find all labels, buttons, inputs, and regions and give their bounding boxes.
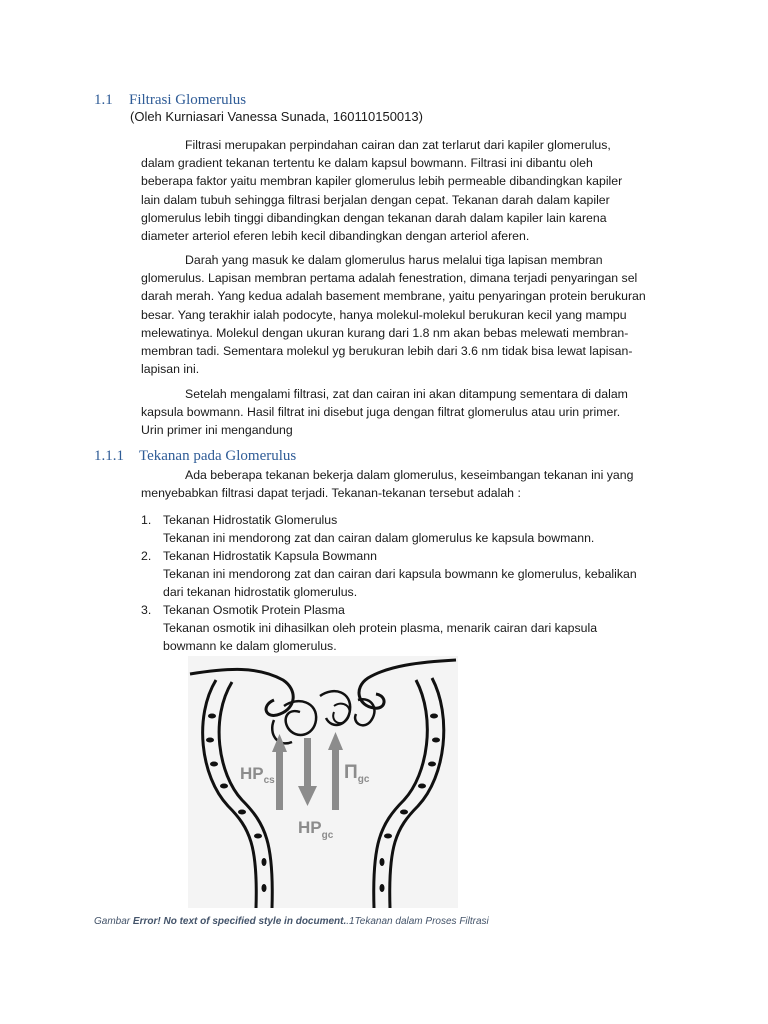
glomerulus-diagram (188, 656, 458, 908)
list-item (141, 511, 681, 547)
paragraph-line: Darah yang masuk ke dalam glomerulus harus melalui tiga lapisan membran (185, 253, 603, 267)
paragraph-line: beberapa faktor yaitu membran kapiler glomerulus lebih permeable dibandingkan kapiler (141, 174, 623, 189)
hp-gc-label: $HP_{gc}$ (298, 818, 334, 841)
section-number: 1.1 (94, 92, 113, 108)
section-heading (94, 92, 246, 109)
glomerulus-figure (188, 656, 458, 908)
section-title: Filtrasi Glomerulus (129, 92, 247, 108)
paragraph-line: darah merah. Yang kedua adalah basement membrane, yaitu penyaringan protein berukuran (141, 289, 646, 304)
list-item (141, 601, 681, 655)
caption-prefix: Gambar (94, 916, 133, 927)
pressure-arrows (272, 732, 343, 810)
list-marker: 3. (141, 603, 152, 617)
paragraph-line: melewatinya. Molekul dengan ukuran kurang dari 1.8 nm akan bebas melewati membran- (141, 325, 629, 340)
capsule-right-outer (390, 678, 444, 908)
subsection-number: 1.1.1 (94, 448, 124, 464)
caption-suffix: .1Tekanan dalam Proses Filtrasi (346, 916, 489, 927)
list-item-desc: dari tekanan hidrostatik glomerulus. (163, 585, 358, 599)
caption-error: Error! No text of specified style in document. (132, 916, 347, 927)
figure-caption (94, 916, 489, 927)
paragraph-line: diameter arteriol eferen lebih kecil dibandingkan dengan arteriol aferen. (141, 229, 530, 244)
paragraph-line: Urin primer ini mengandung (141, 423, 293, 438)
paragraph-line: dalam gradient tekanan tertentu ke dalam kapsul bowmann. Filtrasi ini dibantu oleh (141, 156, 593, 171)
paragraph-3 (141, 385, 681, 440)
paragraph-line: Filtrasi merupakan perpindahan cairan dan zat terlarut dari kapiler glomerulus, (185, 138, 611, 152)
capsule-right-inner (374, 680, 428, 908)
capillary-loop (272, 720, 292, 743)
paragraph-line: Setelah mengalami filtrasi, zat dan cairan ini akan ditampung sementara di dalam (185, 387, 628, 401)
list-item-title: Tekanan Hidrostatik Glomerulus (163, 513, 338, 527)
paragraph-line: lapisan ini. (141, 362, 200, 377)
capsule-left-inner (219, 682, 272, 908)
list-marker: 2. (141, 549, 152, 563)
subsection-title: Tekanan pada Glomerulus (139, 448, 297, 464)
list-item (141, 547, 681, 601)
list-item-desc: Tekanan osmotik ini dihasilkan oleh protein plasma, menarik cairan dari kapsula (163, 621, 598, 635)
list-item-desc: bowmann ke dalam glomerulus. (163, 639, 337, 653)
paragraph-line: kapsula bowmann. Hasil filtrat ini disebut juga dengan filtrat glomerulus atau urin primer. (141, 405, 621, 420)
capillary-loop (333, 704, 349, 723)
paragraph-line: besar. Yang terakhir ialah podocyte, hanya molekul-molekul berukuran kecil yang mampu (141, 307, 627, 322)
paragraph-line: glomerulus lebih tinggi dibandingkan dengan tekanan darah dalam kapiler lain karena (141, 210, 607, 225)
paragraph-line: lain dalam tubuh sehingga filtrasi berjalan dengan cepat. Tekanan darah dalam kapiler (141, 192, 610, 207)
paragraph-line: Ada beberapa tekanan bekerja dalam glomerulus, keseimbangan tekanan ini yang (185, 468, 634, 482)
list-item-desc: Tekanan ini mendorong zat dan cairan dalam glomerulus ke kapsula bowmann. (163, 531, 595, 545)
epithelial-cells (206, 714, 440, 893)
hp-cs-label: $HP_{cs}$ (240, 764, 275, 786)
paragraph-line: glomerulus. Lapisan membran pertama adalah fenestration, dimana terjadi penyaringan sel (141, 271, 638, 286)
pressure-list (141, 511, 681, 655)
list-item-desc: Tekanan ini mendorong zat dan cairan dari kapsula bowmann ke glomerulus, kebalikan (163, 567, 637, 581)
paragraph-line: menyebabkan filtrasi dapat terjadi. Tekanan-tekanan tersebut adalah : (141, 486, 521, 501)
paragraph-2 (141, 251, 681, 378)
list-marker: 1. (141, 513, 152, 527)
paragraph-line: membran tadi. Sementara molekul yg berukuran lebih dari 3.6 nm tidak bisa lewat lapisan- (141, 344, 633, 359)
paragraph-1 (141, 136, 681, 245)
intro-paragraph (141, 466, 681, 502)
subsection-heading (94, 448, 296, 465)
list-item-title: Tekanan Osmotik Protein Plasma (163, 603, 345, 617)
author-line: (Oleh Kurniasari Vanessa Sunada, 160110150013) (130, 109, 423, 124)
pi-gc-label: $\Pi_{gc}$ (344, 762, 370, 785)
list-item-title: Tekanan Hidrostatik Kapsula Bowmann (163, 549, 377, 563)
